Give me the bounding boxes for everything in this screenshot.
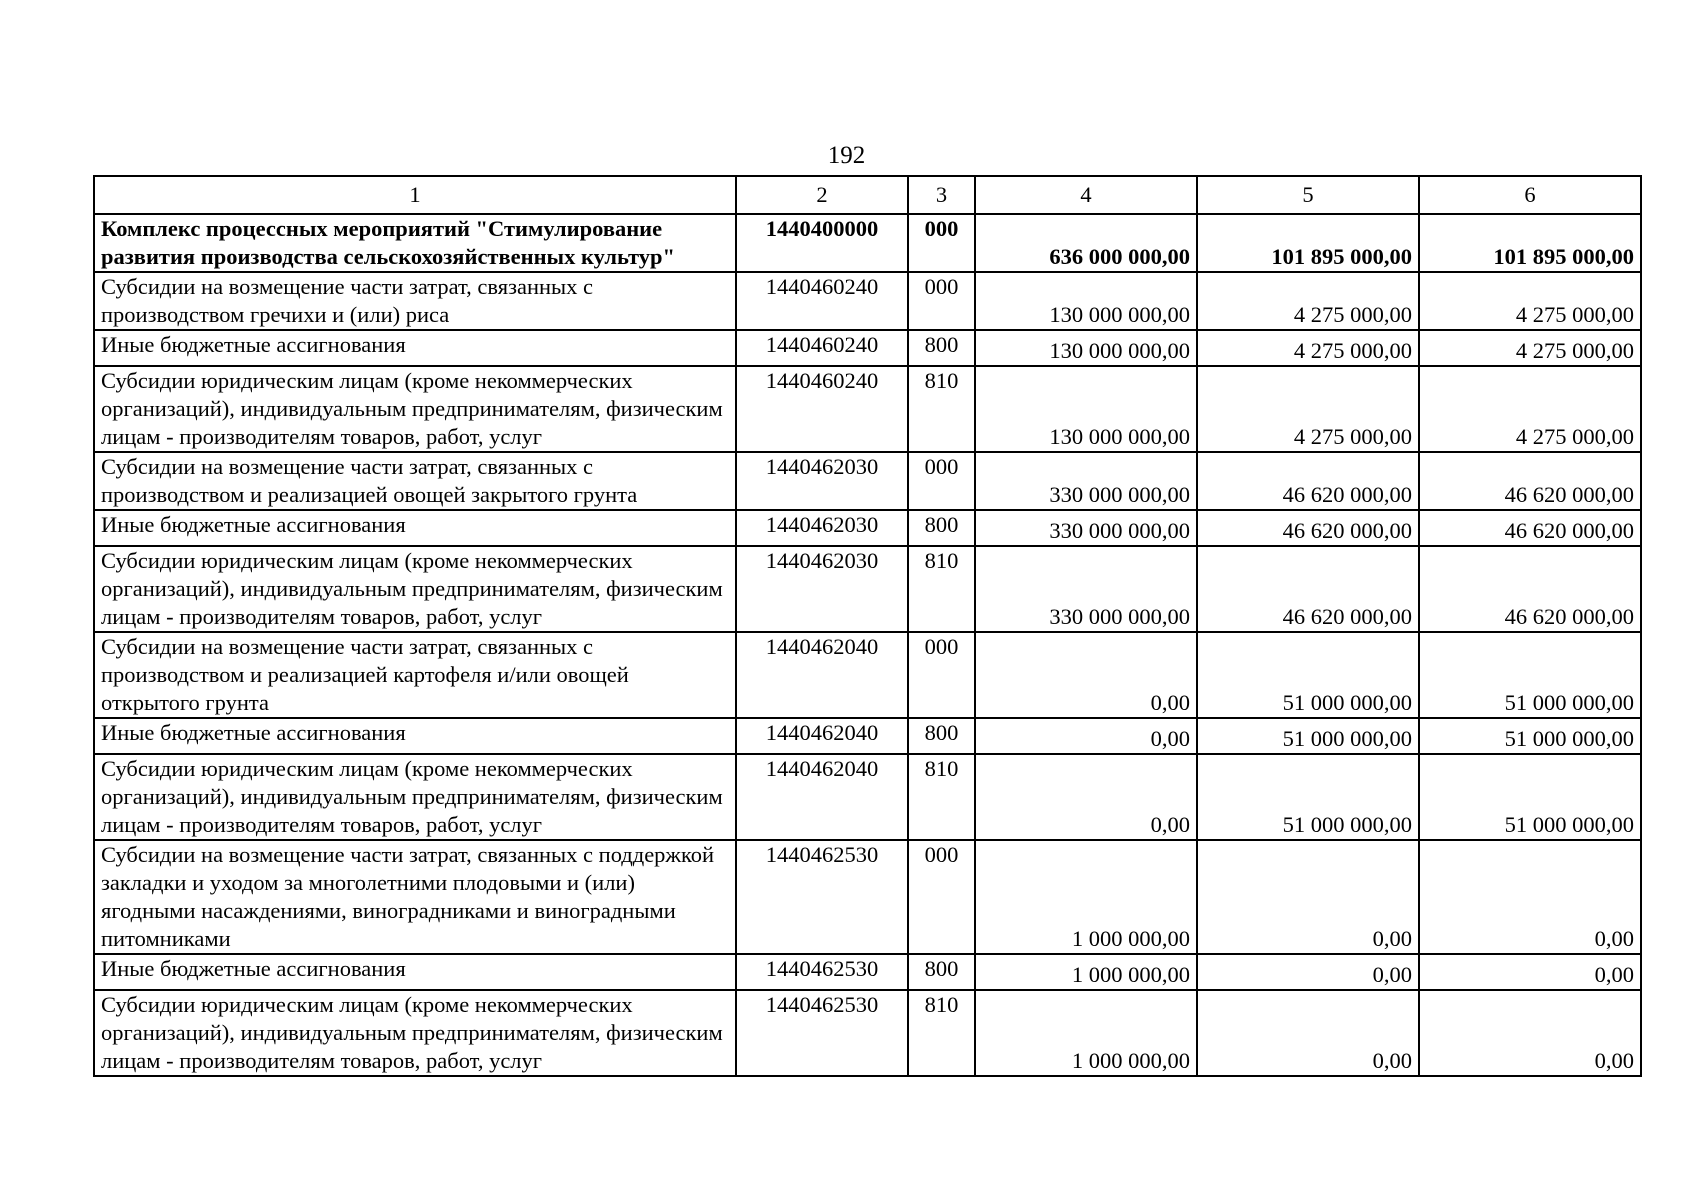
column-number: 5 [1197,176,1419,214]
row-name: Комплекс процессных мероприятий "Стимулирование развития производства сельскохозяйственных культур" [94,214,736,272]
table-row [94,510,1641,546]
row-name: Субсидии юридическим лицам (кроме некоммерческих организаций), индивидуальным предпринимателям, физическим лицам - производителям товаров, работ, услуг [94,546,736,632]
row-name: Иные бюджетные ассигнования [94,954,736,990]
table-row [94,754,1641,840]
row-amount-col5: 4 275 000,00 [1197,330,1419,366]
row-name: Иные бюджетные ассигнования [94,510,736,546]
row-kvr: 800 [908,330,975,366]
row-kvr: 810 [908,546,975,632]
column-number: 6 [1419,176,1641,214]
row-name: Субсидии на возмещение части затрат, связанных с поддержкой закладки и уходом за многолетними плодовыми и (или) ягодными насаждениями, виноградниками и виноградными питомниками [94,840,736,954]
row-amount-col5: 51 000 000,00 [1197,754,1419,840]
row-code: 1440462040 [736,632,908,718]
table-row [94,632,1641,718]
row-code: 1440462030 [736,452,908,510]
row-amount-col6: 4 275 000,00 [1419,330,1641,366]
row-amount-col5: 46 620 000,00 [1197,510,1419,546]
table-row [94,330,1641,366]
row-amount-col5: 46 620 000,00 [1197,546,1419,632]
row-code: 1440460240 [736,272,908,330]
row-amount-col4: 130 000 000,00 [975,366,1197,452]
table-row [94,214,1641,272]
row-code: 1440460240 [736,366,908,452]
table-row [94,272,1641,330]
row-amount-col4: 636 000 000,00 [975,214,1197,272]
budget-table [93,175,1642,1077]
row-amount-col4: 330 000 000,00 [975,452,1197,510]
row-code: 1440462040 [736,718,908,754]
row-amount-col6: 0,00 [1419,840,1641,954]
row-amount-col6: 51 000 000,00 [1419,754,1641,840]
row-amount-col5: 101 895 000,00 [1197,214,1419,272]
table-row [94,990,1641,1076]
row-amount-col6: 51 000 000,00 [1419,632,1641,718]
row-amount-col4: 130 000 000,00 [975,272,1197,330]
row-kvr: 800 [908,718,975,754]
row-amount-col4: 1 000 000,00 [975,954,1197,990]
row-kvr: 810 [908,754,975,840]
row-amount-col6: 46 620 000,00 [1419,510,1641,546]
row-name: Субсидии юридическим лицам (кроме некоммерческих организаций), индивидуальным предпринимателям, физическим лицам - производителям товаров, работ, услуг [94,754,736,840]
table-row [94,452,1641,510]
row-kvr: 000 [908,272,975,330]
row-amount-col5: 4 275 000,00 [1197,366,1419,452]
row-amount-col4: 1 000 000,00 [975,990,1197,1076]
row-amount-col6: 46 620 000,00 [1419,546,1641,632]
row-name: Иные бюджетные ассигнования [94,718,736,754]
row-amount-col6: 4 275 000,00 [1419,272,1641,330]
row-kvr: 800 [908,510,975,546]
row-amount-col4: 330 000 000,00 [975,510,1197,546]
page-number: 192 [827,142,866,169]
row-code: 1440462530 [736,990,908,1076]
row-code: 1440460240 [736,330,908,366]
row-amount-col6: 51 000 000,00 [1419,718,1641,754]
row-amount-col5: 0,00 [1197,990,1419,1076]
row-name: Субсидии юридическим лицам (кроме некоммерческих организаций), индивидуальным предпринимателям, физическим лицам - производителям товаров, работ, услуг [94,366,736,452]
table-row [94,366,1641,452]
row-amount-col5: 51 000 000,00 [1197,632,1419,718]
column-number: 2 [736,176,908,214]
row-kvr: 000 [908,632,975,718]
row-kvr: 800 [908,954,975,990]
column-number: 4 [975,176,1197,214]
row-name: Субсидии на возмещение части затрат, связанных с производством и реализацией картофеля и/или овощей открытого грунта [94,632,736,718]
row-code: 1440462040 [736,754,908,840]
row-amount-col5: 46 620 000,00 [1197,452,1419,510]
table-row [94,546,1641,632]
row-amount-col4: 0,00 [975,754,1197,840]
row-name: Субсидии на возмещение части затрат, связанных с производством и реализацией овощей закрытого грунта [94,452,736,510]
table-row [94,840,1641,954]
row-amount-col6: 0,00 [1419,954,1641,990]
row-amount-col4: 330 000 000,00 [975,546,1197,632]
row-name: Субсидии юридическим лицам (кроме некоммерческих организаций), индивидуальным предпринимателям, физическим лицам - производителям товаров, работ, услуг [94,990,736,1076]
row-amount-col5: 51 000 000,00 [1197,718,1419,754]
row-kvr: 000 [908,452,975,510]
row-kvr: 810 [908,366,975,452]
row-name: Иные бюджетные ассигнования [94,330,736,366]
column-number: 1 [94,176,736,214]
row-code: 1440462030 [736,510,908,546]
row-code: 1440400000 [736,214,908,272]
row-amount-col5: 4 275 000,00 [1197,272,1419,330]
row-amount-col6: 4 275 000,00 [1419,366,1641,452]
column-number-row [94,176,1641,214]
row-amount-col6: 101 895 000,00 [1419,214,1641,272]
row-name: Субсидии на возмещение части затрат, связанных с производством гречихи и (или) риса [94,272,736,330]
row-amount-col6: 0,00 [1419,990,1641,1076]
row-amount-col4: 0,00 [975,632,1197,718]
row-kvr: 000 [908,840,975,954]
table-row [94,954,1641,990]
row-amount-col4: 130 000 000,00 [975,330,1197,366]
row-amount-col4: 1 000 000,00 [975,840,1197,954]
row-kvr: 810 [908,990,975,1076]
row-kvr: 000 [908,214,975,272]
row-code: 1440462530 [736,840,908,954]
row-amount-col4: 0,00 [975,718,1197,754]
table-row [94,718,1641,754]
row-amount-col5: 0,00 [1197,954,1419,990]
column-number: 3 [908,176,975,214]
row-amount-col6: 46 620 000,00 [1419,452,1641,510]
row-amount-col5: 0,00 [1197,840,1419,954]
row-code: 1440462530 [736,954,908,990]
row-code: 1440462030 [736,546,908,632]
